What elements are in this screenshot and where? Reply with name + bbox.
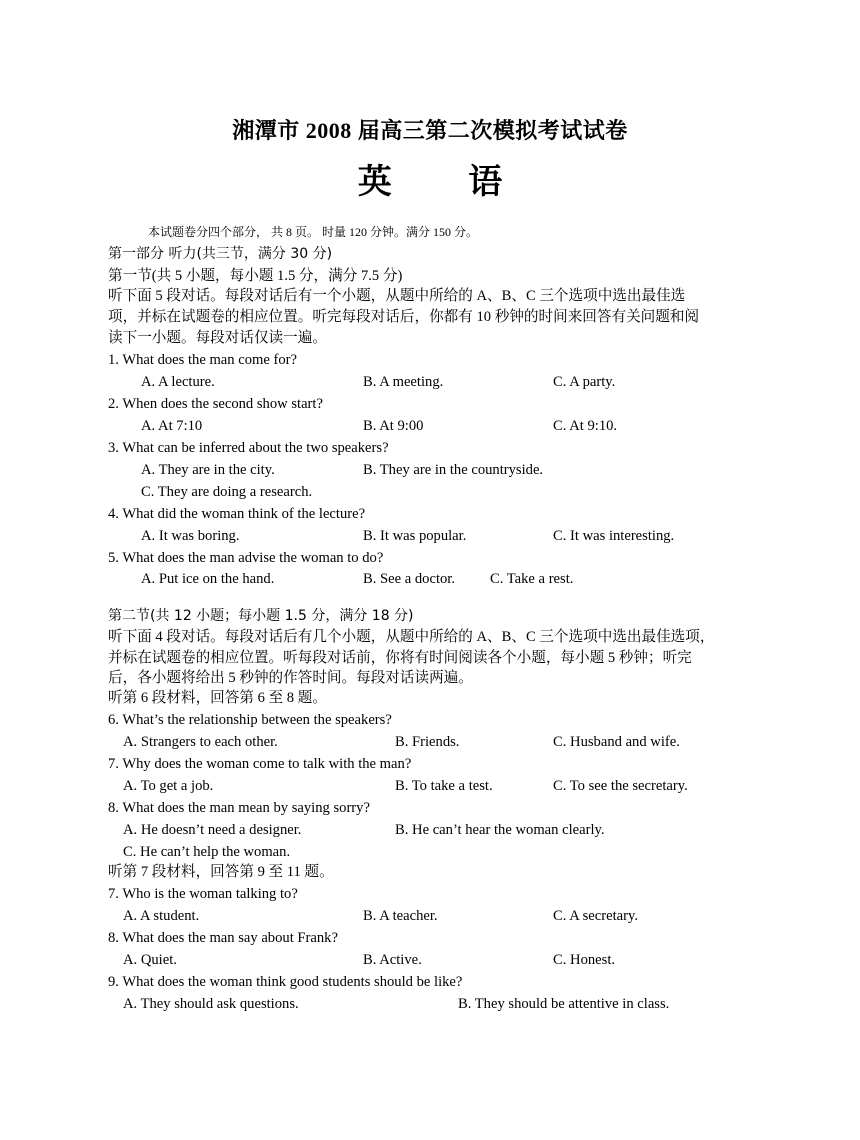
q8-option-a: A. He doesn’t need a designer. [123, 822, 302, 838]
q8-option-c: C. He can’t help the woman. [123, 844, 291, 860]
q2-option-b: B. At 9:00 [363, 418, 424, 434]
section1-heading: 第一节(共 5 小题，每小题 1.5 分，满分 7.5 分) [108, 268, 403, 284]
q7b-option-c: C. A secretary. [553, 908, 638, 924]
question-9: 9. What does the woman think good students should be like? [108, 974, 463, 990]
part1-heading: 第一部分 听力(共三节，满分 30 分) [108, 246, 333, 262]
section2-instruction-3: 后，各小题将给出 5 秒钟的作答时间。每段对话读两遍。 [108, 670, 473, 686]
q2-option-a: A. At 7:10 [141, 418, 203, 434]
question-8: 8. What does the man mean by saying sorry? [108, 800, 370, 816]
section2-heading: 第二节(共 12 小题；每小题 1.5 分，满分 18 分) [108, 608, 414, 624]
q4-option-b: B. It was popular. [363, 528, 467, 544]
q8b-option-c: C. Honest. [553, 952, 616, 968]
q7-option-b: B. To take a test. [395, 778, 493, 794]
q3-option-c: C. They are doing a research. [141, 484, 313, 500]
q1-option-c: C. A party. [553, 374, 616, 390]
subject-title: 英 语 [357, 164, 537, 201]
question-7: 7. Why does the woman come to talk with the man? [108, 756, 412, 772]
question-6: 6. What’s the relationship between the speakers? [108, 712, 392, 728]
question-7b: 7. Who is the woman talking to? [108, 886, 298, 902]
exam-note: 本试题卷分四个部分， 共 8 页。 时量 120 分钟。满分 150 分。 [148, 225, 479, 239]
q6-option-b: B. Friends. [395, 734, 460, 750]
q2-option-c: C. At 9:10. [553, 418, 618, 434]
q8b-option-a: A. Quiet. [123, 952, 177, 968]
section2-instruction-2: 并标在试题卷的相应位置。听每段对话前，你将有时间阅读各个小题，每小题 5 秒钟；听完 [108, 650, 692, 666]
question-8b: 8. What does the man say about Frank? [108, 930, 338, 946]
section1-instruction-3: 读下一小题。每段对话仅读一遍。 [108, 330, 327, 346]
q5-option-b: B. See a doctor. [363, 571, 456, 587]
question-3: 3. What can be inferred about the two speakers? [108, 440, 389, 456]
q8-option-b: B. He can’t hear the woman clearly. [395, 822, 605, 838]
q6-option-a: A. Strangers to each other. [123, 734, 278, 750]
question-4: 4. What did the woman think of the lecture? [108, 506, 366, 522]
q4-option-c: C. It was interesting. [553, 528, 675, 544]
q1-option-b: B. A meeting. [363, 374, 444, 390]
q5-option-a: A. Put ice on the hand. [141, 571, 275, 587]
q4-option-a: A. It was boring. [141, 528, 240, 544]
q5-option-c: C. Take a rest. [490, 571, 574, 587]
q7-option-a: A. To get a job. [123, 778, 214, 794]
q1-option-a: A. A lecture. [141, 374, 215, 390]
question-2: 2. When does the second show start? [108, 396, 323, 412]
section2-instruction-1: 听下面 4 段对话。每段对话后有几个小题，从题中所给的 A、B、C 三个选项中选出最佳选项， [108, 629, 715, 645]
section1-instruction-2: 项，并标在试题卷的相应位置。听完每段对话后，你都有 10 秒钟的时间来回答有关问题和阅 [108, 309, 700, 325]
section1-instruction-1: 听下面 5 段对话。每段对话后有一个小题，从题中所给的 A、B、C 三个选项中选出最佳选 [108, 288, 686, 304]
q3-option-b: B. They are in the countryside. [363, 462, 544, 478]
q8b-option-b: B. Active. [363, 952, 422, 968]
exam-title: 湘潭市 2008 届高三第二次模拟考试试卷 [232, 118, 628, 143]
q7b-option-b: B. A teacher. [363, 908, 438, 924]
material-6-note: 听第 6 段材料，回答第 6 至 8 题。 [108, 690, 327, 706]
q9-option-b: B. They should be attentive in class. [458, 996, 670, 1012]
q7b-option-a: A. A student. [123, 908, 200, 924]
question-1: 1. What does the man come for? [108, 352, 297, 368]
q9-option-a: A. They should ask questions. [123, 996, 299, 1012]
q6-option-c: C. Husband and wife. [553, 734, 680, 750]
q7-option-c: C. To see the secretary. [553, 778, 688, 794]
material-7-note: 听第 7 段材料，回答第 9 至 11 题。 [108, 864, 334, 880]
question-5: 5. What does the man advise the woman to do? [108, 550, 384, 566]
q3-option-a: A. They are in the city. [141, 462, 275, 478]
